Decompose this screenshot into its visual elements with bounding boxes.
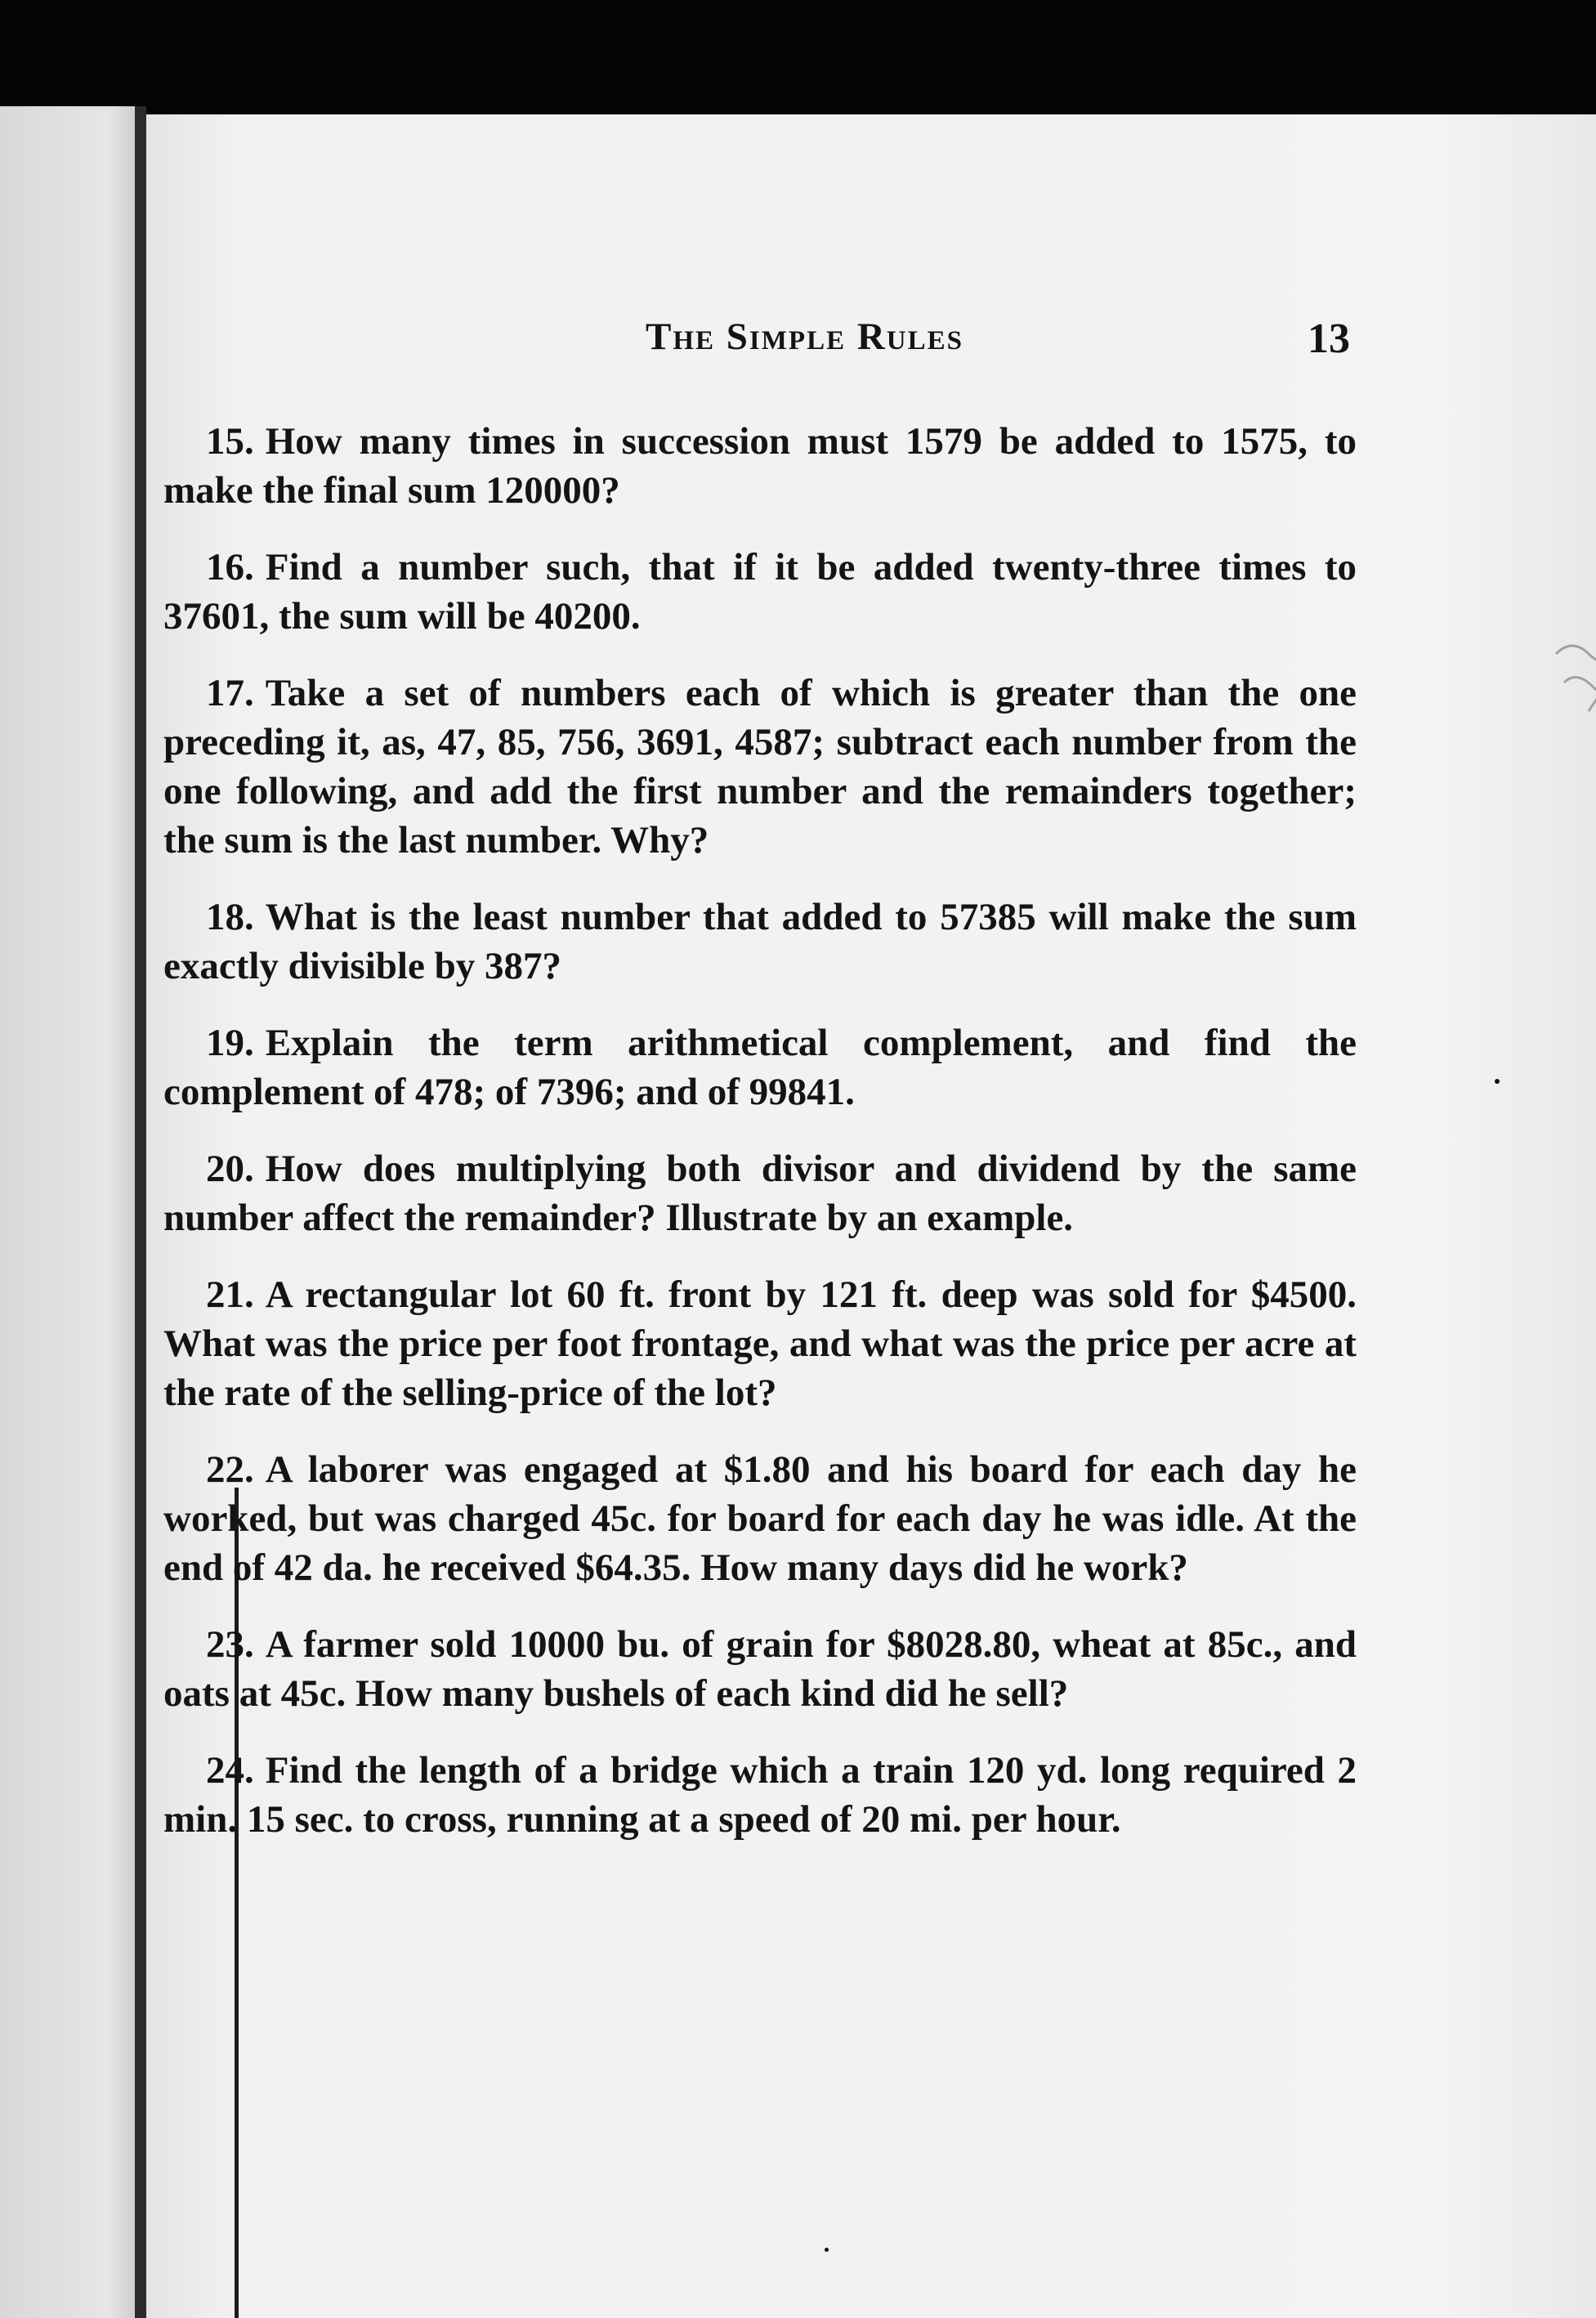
problem-number: 17.: [206, 672, 254, 714]
problem-number: 21.: [206, 1273, 254, 1316]
problem-16: [163, 543, 1357, 641]
problem-number: 15.: [206, 420, 254, 463]
problem-number: 23.: [206, 1623, 254, 1666]
running-head: The Simple Rules: [646, 315, 963, 358]
problem-15: [163, 417, 1357, 515]
facing-page-edge: [0, 106, 135, 2318]
problem-22: [163, 1445, 1357, 1592]
problem-text: How does multiplying both divisor and dividend by the same number affect the remainder? Illustrate by an example.: [163, 1148, 1357, 1239]
problem-24: [163, 1746, 1357, 1844]
problem-number: 18.: [206, 896, 254, 938]
problem-number: 22.: [206, 1448, 254, 1491]
problem-21: [163, 1270, 1357, 1417]
problem-number: 19.: [206, 1022, 254, 1064]
problem-18: [163, 893, 1357, 991]
pencil-scrawl-icon: [1540, 605, 1596, 793]
problem-17: [163, 669, 1357, 865]
problem-number: 24.: [206, 1749, 254, 1792]
problem-text: A farmer sold 10000 bu. of grain for $8028.80, wheat at 85c., and oats at 45c. How many bushels of each kind did he sell?: [163, 1623, 1357, 1715]
problem-text: Find the length of a bridge which a train 120 yd. long required 2 min. 15 sec. to cross, running at a speed of 20 mi. per hour.: [163, 1749, 1357, 1841]
problem-list: [163, 417, 1357, 1872]
problem-text: A laborer was engaged at $1.80 and his board for each day he worked, but was charged 45c. for board for each day he was idle. At the end of 42 da. he received $64.35. How many days did he work?: [163, 1448, 1357, 1589]
problem-20: [163, 1144, 1357, 1242]
problem-text: How many times in succession must 1579 be added to 1575, to make the final sum 120000?: [163, 420, 1357, 512]
problem-text: A rectangular lot 60 ft. front by 121 ft. deep was sold for $4500. What was the price per foot frontage, and what was the price per acre at the rate of the selling-price of the lot?: [163, 1273, 1357, 1414]
dust-speck: [825, 2248, 829, 2252]
page-number: 13: [1308, 315, 1350, 362]
problem-23: [163, 1620, 1357, 1718]
problem-number: 20.: [206, 1148, 254, 1190]
book-gutter: [135, 106, 146, 2318]
problem-19: [163, 1018, 1357, 1116]
dust-speck: [1495, 1079, 1500, 1084]
problem-text: Take a set of numbers each of which is greater than the one preceding it, as, 47, 85, 756, 3691, 4587; subtract each number from the one following, and add the first number and the remainders together; the sum is the last number. Why?: [163, 672, 1357, 861]
problem-text: Find a number such, that if it be added twenty-three times to 37601, the sum will be 40200.: [163, 546, 1357, 638]
problem-text: What is the least number that added to 57385 will make the sum exactly divisible by 387?: [163, 896, 1357, 987]
problem-number: 16.: [206, 546, 254, 588]
problem-text: Explain the term arithmetical complement, and find the complement of 478; of 7396; and of 99841.: [163, 1022, 1357, 1113]
